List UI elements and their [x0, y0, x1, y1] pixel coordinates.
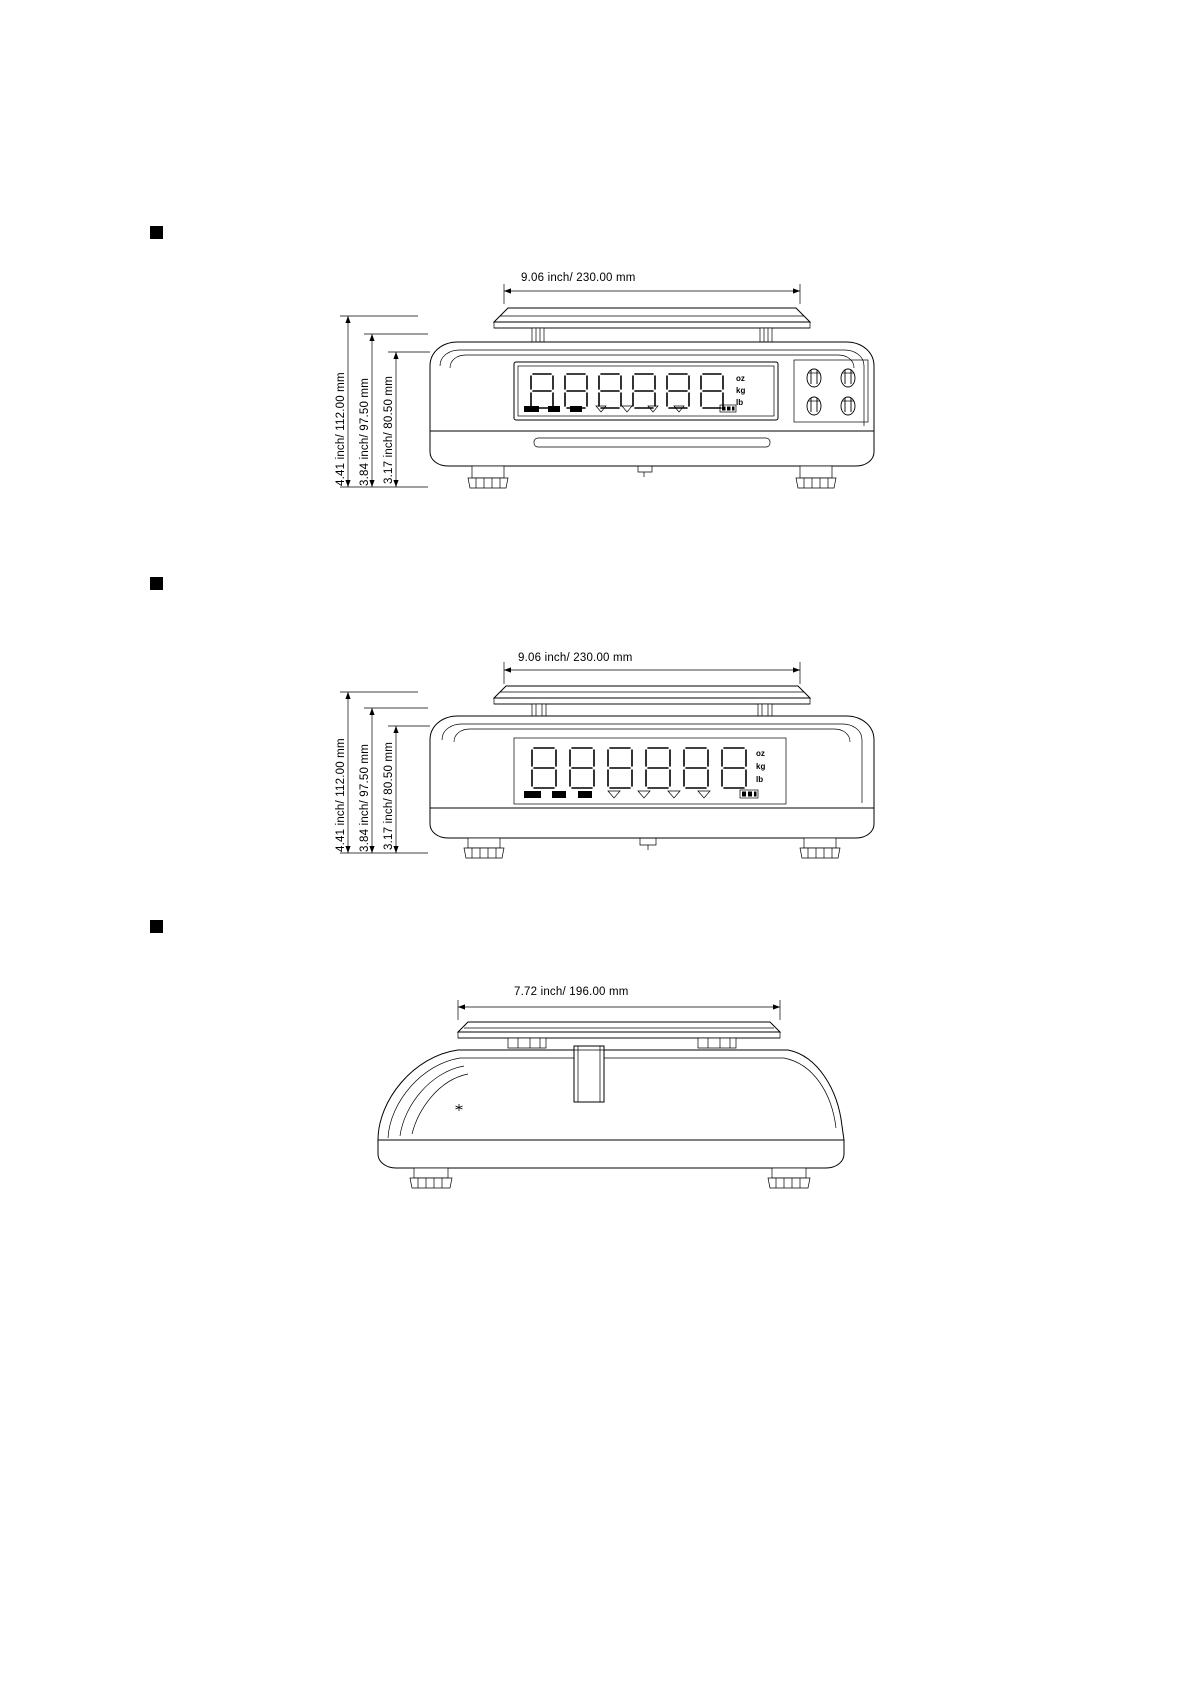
rear-view-drawing [318, 640, 878, 890]
rear-side-dimension-label-2: 3.84 inch/ 97.50 mm [359, 744, 371, 852]
front-side-dimension-label-3: 3.17 inch/ 80.50 mm [383, 376, 395, 484]
section-bullet-rear-display-view [150, 577, 163, 590]
svg-text:kg: kg [756, 762, 766, 771]
section-bullet-side-view [150, 920, 163, 933]
figure-rear-display-view [318, 640, 878, 890]
front-side-dimension-label-2: 3.84 inch/ 97.50 mm [359, 378, 371, 486]
front-side-dimension-label-1: 4.41 inch/ 112.00 mm [335, 372, 347, 486]
svg-text:lb: lb [736, 398, 744, 407]
svg-text:lb: lb [756, 775, 764, 784]
svg-text:kg: kg [736, 386, 746, 395]
rear-side-dimension-label-3: 3.17 inch/ 80.50 mm [383, 742, 395, 850]
rear-side-dimension-label-1: 4.41 inch/ 112.00 mm [335, 738, 347, 852]
front-view-drawing [318, 256, 878, 526]
rear-top-dimension-label: 9.06 inch/ 230.00 mm [518, 652, 633, 664]
figure-front-view [318, 256, 878, 526]
side-top-dimension-label: 7.72 inch/ 196.00 mm [514, 986, 629, 998]
figure-side-view [318, 980, 878, 1200]
svg-text:oz: oz [736, 374, 745, 383]
svg-text:oz: oz [756, 749, 765, 758]
front-top-dimension-label: 9.06 inch/ 230.00 mm [521, 272, 636, 284]
side-view-drawing [318, 980, 878, 1200]
section-bullet-front-view [150, 226, 163, 239]
